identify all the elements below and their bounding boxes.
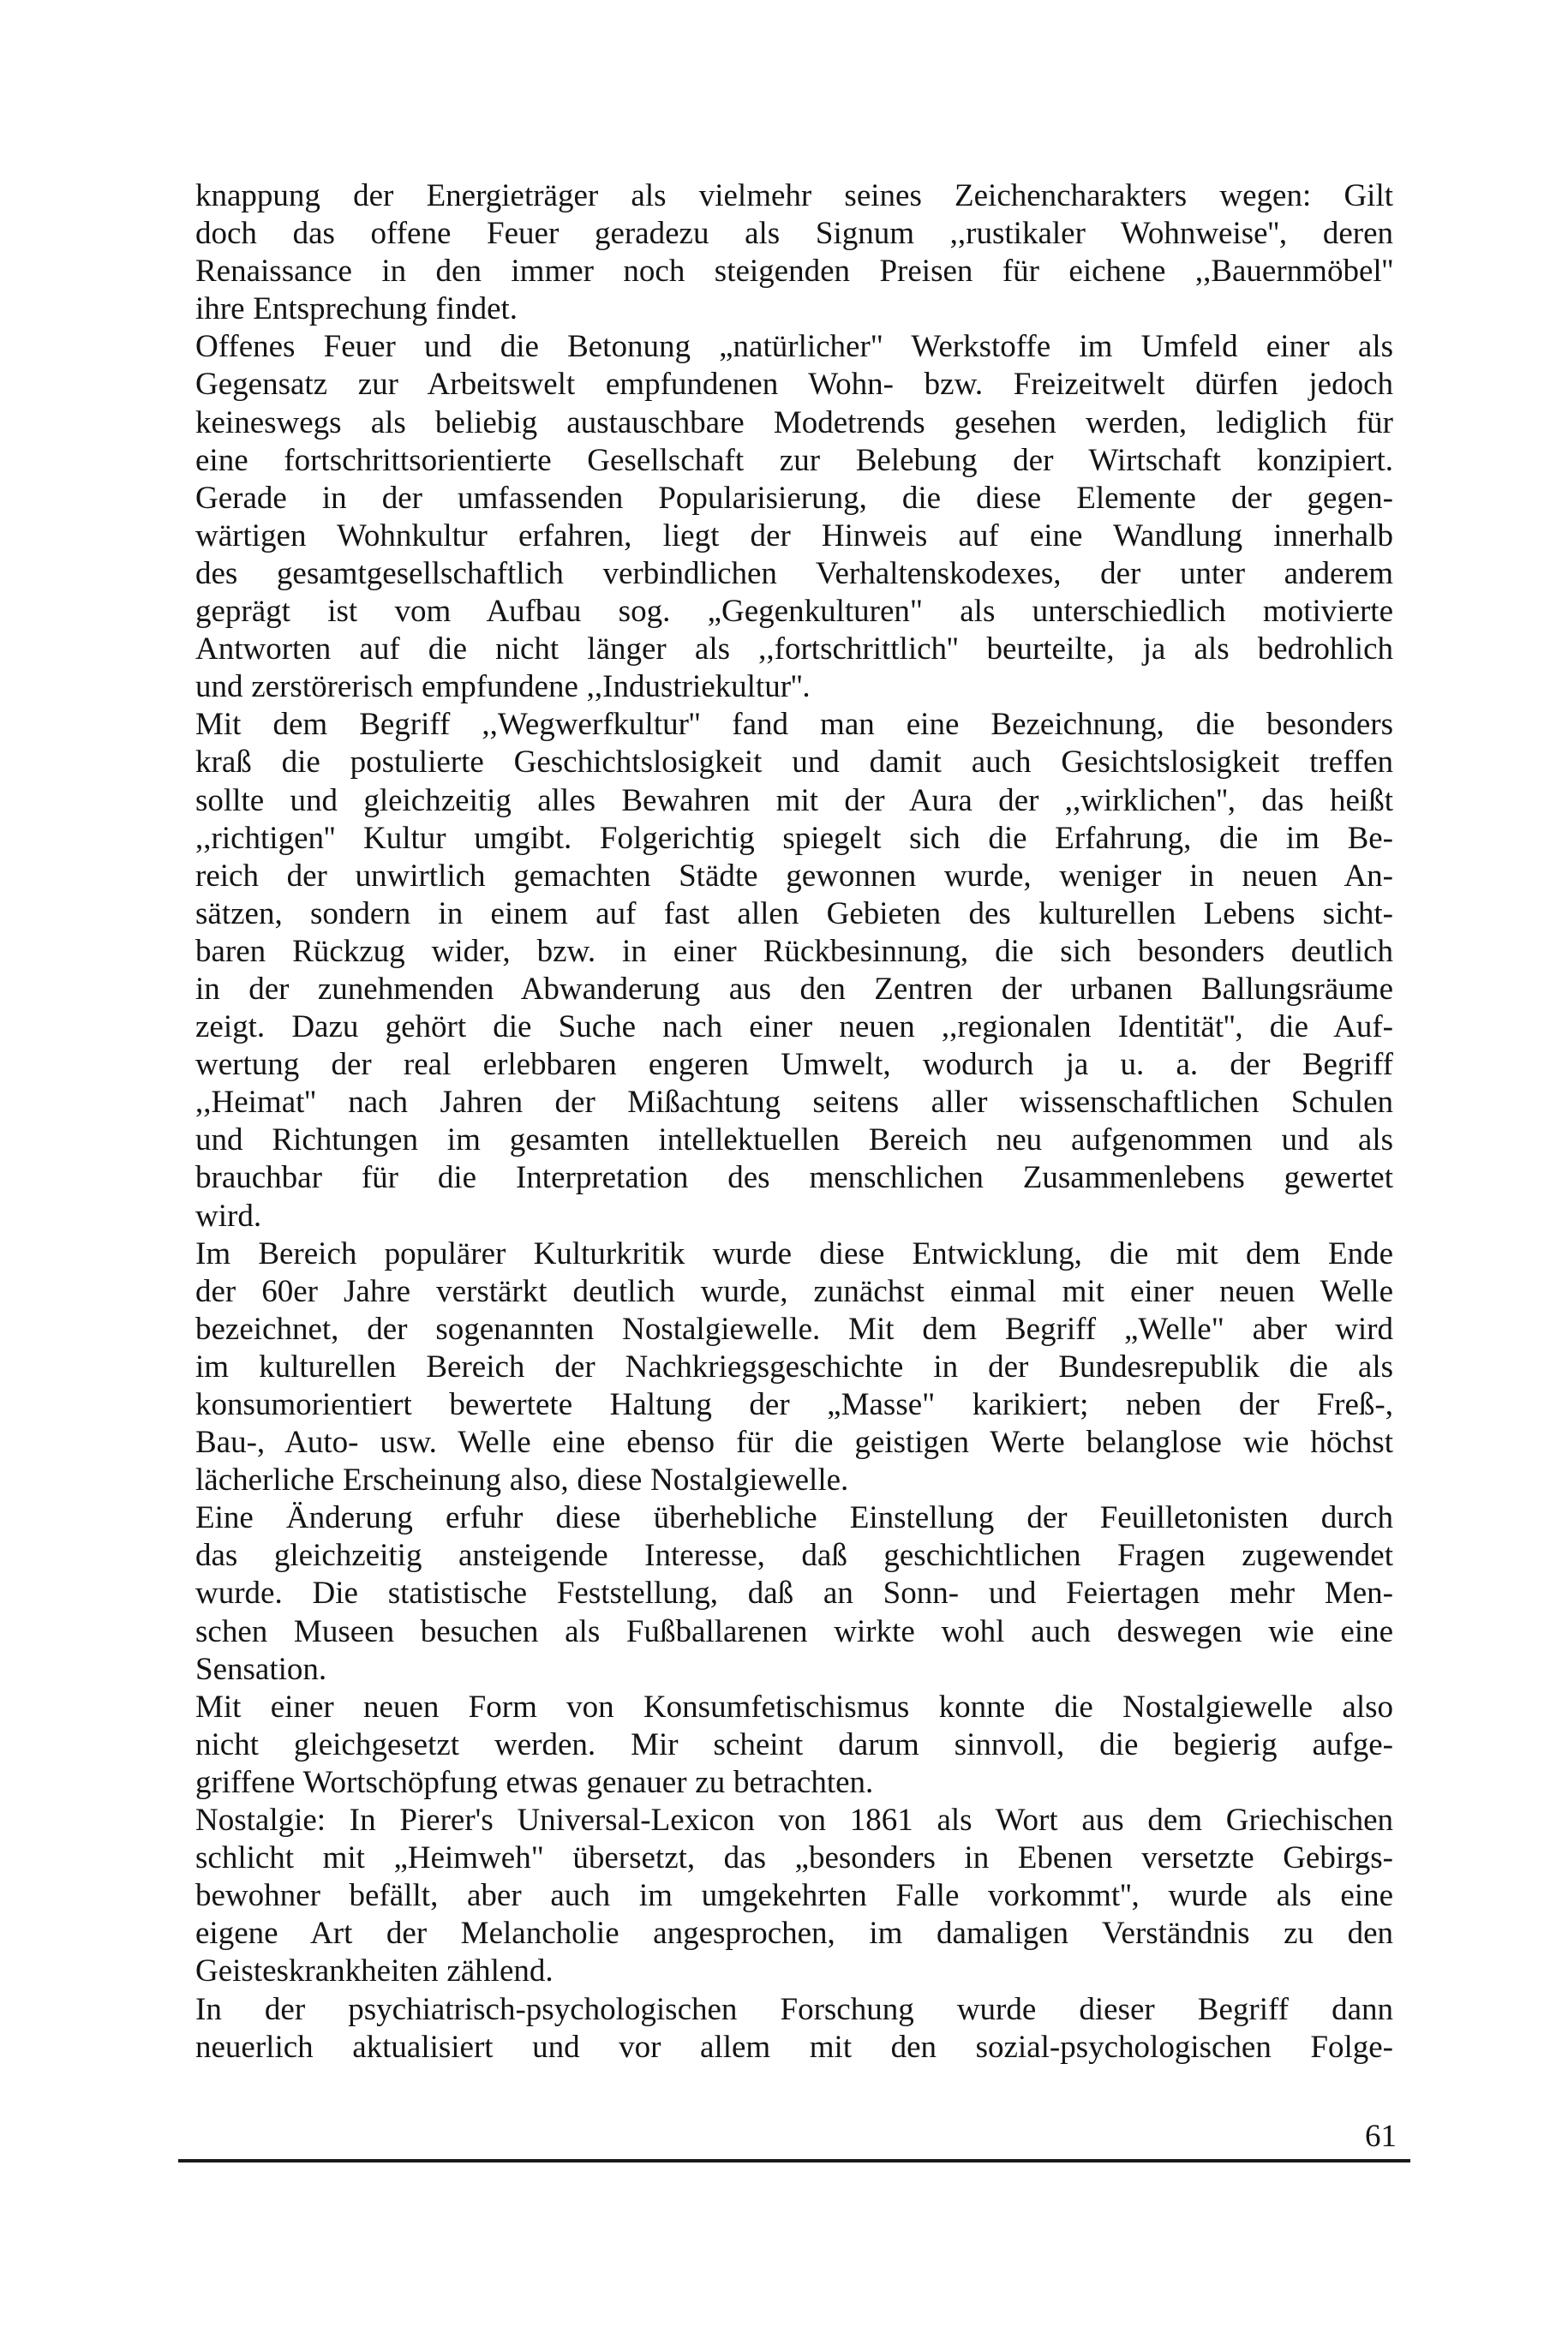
- text-line: nicht gleichgesetzt werden. Mir scheint darum sinnvoll, die begierig aufge-: [195, 1726, 1393, 1762]
- text-line: Geisteskrankheiten zählend.: [195, 1953, 554, 1989]
- text-line: Antworten auf die nicht länger als ,,fortschrittlich'' beurteilte, ja als bedrohlich: [195, 631, 1393, 667]
- text-line: wurde. Die statistische Feststellung, daß an Sonn- und Feiertagen mehr Men-: [195, 1576, 1393, 1612]
- text-line: Gegensatz zur Arbeitswelt empfundenen Wohn- bzw. Freizeitwelt dürfen jedoch: [195, 367, 1393, 403]
- text-line: keineswegs als beliebig austauschbare Modetrends gesehen werden, lediglich für: [195, 404, 1393, 440]
- text-line: kraß die postulierte Geschichtslosigkeit und damit auch Gesichtslosigkeit treffen: [195, 745, 1393, 781]
- text-line: Renaissance in den immer noch steigenden Preisen für eichene ,,Bauernmöbel'': [195, 254, 1393, 290]
- text-line: Mit einer neuen Form von Konsumfetischismus konnte die Nostalgiewelle also: [195, 1689, 1393, 1725]
- text-line: bewohner befällt, aber auch im umgekehrten Falle vorkommt'', wurde als eine: [195, 1878, 1393, 1914]
- text-line: eine fortschrittsorientierte Gesellschaft zur Belebung der Wirtschaft konzipiert.: [195, 442, 1393, 478]
- text-line: sollte und gleichzeitig alles Bewahren mit der Aura der ,,wirklichen'', das heißt: [195, 782, 1393, 818]
- paragraph: [195, 1689, 1393, 1802]
- page-number: 61: [1365, 2119, 1397, 2154]
- text-line: zeigt. Dazu gehört die Suche nach einer neuen ,,regionalen Identität'', die Auf-: [195, 1009, 1393, 1045]
- text-line: Gerade in der umfassenden Popularisierung, die diese Elemente der gegen-: [195, 480, 1393, 516]
- paragraph: [195, 177, 1393, 328]
- text-line: reich der unwirtlich gemachten Städte gewonnen wurde, weniger in neuen An-: [195, 858, 1393, 894]
- paragraph: [195, 328, 1393, 706]
- paragraph: [195, 1802, 1393, 1990]
- text-line: neuerlich aktualisiert und vor allem mit den sozial-psychologischen Folge-: [195, 2029, 1393, 2065]
- paragraph: [195, 706, 1393, 1235]
- text-line: ,,Heimat'' nach Jahren der Mißachtung seitens aller wissenschaftlichen Schulen: [195, 1085, 1393, 1121]
- text-line: eigene Art der Melancholie angesprochen, im damaligen Verständnis zu den: [195, 1916, 1393, 1952]
- text-line: bezeichnet, der sogenannten Nostalgiewelle. Mit dem Begriff „Welle" aber wird: [195, 1311, 1393, 1347]
- text-line: In der psychiatrisch-psychologischen Forschung wurde dieser Begriff dann: [195, 1991, 1393, 2027]
- text-line: wird.: [195, 1198, 262, 1234]
- text-line: ihre Entsprechung findet.: [195, 291, 518, 327]
- text-line: Mit dem Begriff ,,Wegwerfkultur'' fand man eine Bezeichnung, die besonders: [195, 707, 1393, 743]
- text-line: lächerliche Erscheinung also, diese Nostalgiewelle.: [195, 1463, 849, 1498]
- text-line: wertung der real erlebbaren engeren Umwelt, wodurch ja u. a. der Begriff: [195, 1047, 1393, 1083]
- text-line: in der zunehmenden Abwanderung aus den Zentren der urbanen Ballungsräume: [195, 971, 1393, 1007]
- text-line: des gesamtgesellschaftlich verbindlichen Verhaltenskodexes, der unter anderem: [195, 555, 1393, 591]
- text-line: Sensation.: [195, 1651, 327, 1687]
- text-line: baren Rückzug wider, bzw. in einer Rückbesinnung, die sich besonders deutlich: [195, 933, 1393, 969]
- text-line: im kulturellen Bereich der Nachkriegsgeschichte in der Bundesrepublik die als: [195, 1349, 1393, 1385]
- text-line: Offenes Feuer und die Betonung „natürlicher" Werkstoffe im Umfeld einer als: [195, 329, 1393, 365]
- paragraph: [195, 1235, 1393, 1500]
- text-line: der 60er Jahre verstärkt deutlich wurde, zunächst einmal mit einer neuen Welle: [195, 1273, 1393, 1309]
- body-text: [195, 177, 1393, 2067]
- text-line: doch das offene Feuer geradezu als Signum ,,rustikaler Wohnweise'', deren: [195, 216, 1393, 252]
- text-line: konsumorientiert bewertete Haltung der „Masse" karikiert; neben der Freß-,: [195, 1387, 1393, 1422]
- paragraph: [195, 1499, 1393, 1688]
- text-line: wärtigen Wohnkultur erfahren, liegt der Hinweis auf eine Wandlung innerhalb: [195, 517, 1393, 553]
- text-line: Bau-, Auto- usw. Welle eine ebenso für die geistigen Werte belanglose wie höchst: [195, 1425, 1393, 1461]
- text-line: sätzen, sondern in einem auf fast allen Gebieten des kulturellen Lebens sicht-: [195, 895, 1393, 931]
- text-line: und Richtungen im gesamten intellektuellen Bereich neu aufgenommen und als: [195, 1122, 1393, 1158]
- text-line: Nostalgie: In Pierer's Universal-Lexicon von 1861 als Wort aus dem Griechischen: [195, 1803, 1393, 1839]
- text-line: und zerstörerisch empfundene ,,Industriekultur''.: [195, 669, 811, 705]
- text-line: Eine Änderung erfuhr diese überhebliche Einstellung der Feuilletonisten durch: [195, 1500, 1393, 1536]
- text-line: knappung der Energieträger als vielmehr seines Zeichencharakters wegen: Gilt: [195, 178, 1393, 213]
- text-line: schlicht mit „Heimweh" übersetzt, das „besonders in Ebenen versetzte Gebirgs-: [195, 1840, 1393, 1876]
- text-line: geprägt ist vom Aufbau sog. „Gegenkulturen" als unterschiedlich motivierte: [195, 594, 1393, 630]
- text-line: Im Bereich populärer Kulturkritik wurde diese Entwicklung, die mit dem Ende: [195, 1235, 1393, 1271]
- paragraph: [195, 1991, 1393, 2067]
- text-line: griffene Wortschöpfung etwas genauer zu betrachten.: [195, 1764, 874, 1800]
- text-line: das gleichzeitig ansteigende Interesse, daß geschichtlichen Fragen zugewendet: [195, 1538, 1393, 1574]
- text-line: ,,richtigen'' Kultur umgibt. Folgerichtig spiegelt sich die Erfahrung, die im Be-: [195, 820, 1393, 856]
- text-line: schen Museen besuchen als Fußballarenen wirkte wohl auch deswegen wie eine: [195, 1613, 1393, 1649]
- text-line: brauchbar für die Interpretation des menschlichen Zusammenlebens gewertet: [195, 1160, 1393, 1196]
- footer-rule: [178, 2159, 1410, 2162]
